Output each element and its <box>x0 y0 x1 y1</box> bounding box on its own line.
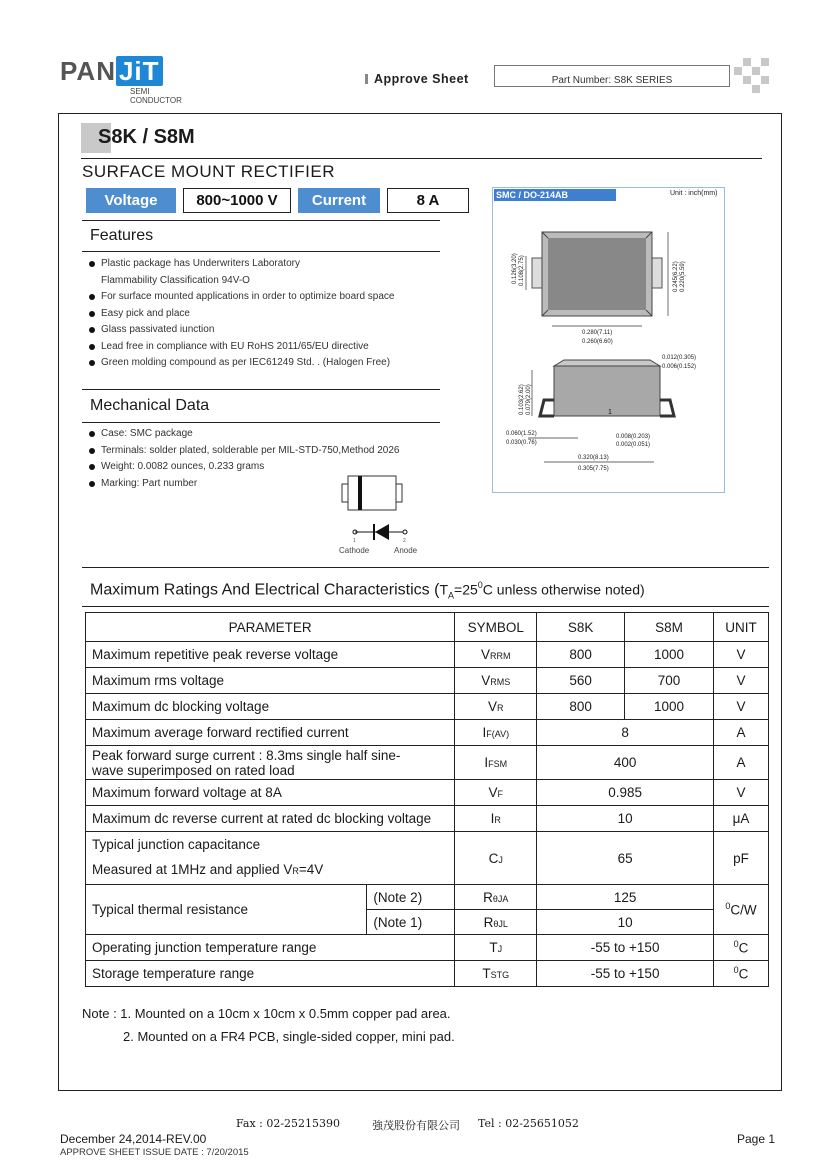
symbol-cell: RθJA <box>455 885 537 910</box>
lead-left-top <box>532 258 542 288</box>
product-subtitle: SURFACE MOUNT RECTIFIER <box>82 162 335 181</box>
voltage-value: 800~1000 V <box>183 188 291 213</box>
dim-lead-t-a: 0.012(0.305) <box>662 355 697 361</box>
features-bottom-rule <box>82 251 440 252</box>
symbol-cell: TSTG <box>455 961 537 987</box>
s8k-cell: 800 <box>537 694 625 720</box>
diode-triangle-icon <box>375 524 389 540</box>
mechanical-title: Mechanical Data <box>90 397 210 414</box>
note-cell: (Note 2) <box>367 885 455 910</box>
dim-stand-b: 0.002(0.051) <box>616 442 651 448</box>
footer-issue-date: APPROVE SHEET ISSUE DATE : 7/20/2015 <box>60 1147 249 1158</box>
symbol-cell: TJ <box>455 935 537 961</box>
unit-cell: $^0$C <box>713 935 768 961</box>
unit-cell: μA <box>713 806 768 832</box>
note-cell: (Note 1) <box>367 910 455 935</box>
dim-h-right-b: 0.220(5.59) <box>680 261 686 292</box>
value-cell: -55 to +150 <box>537 935 714 961</box>
lead-right-side <box>660 400 674 416</box>
unit-cell: V <box>713 694 768 720</box>
footer-fax: Fax : 02-25215390 <box>236 1117 341 1130</box>
table-row <box>86 806 769 832</box>
note-1: Note : 1. Mounted on a 10cm x 10cm x 0.5mm copper pad area. <box>82 1006 451 1021</box>
value-cell: 8 <box>537 720 714 746</box>
features-top-rule <box>82 220 440 221</box>
part-number-box <box>494 65 730 87</box>
pin-marker: 1 <box>608 409 612 416</box>
param-cell: Maximum forward voltage at 8A <box>86 780 455 806</box>
dim-lead-t-b: 0.006(0.152) <box>662 364 697 370</box>
unit-cell: A <box>713 746 768 780</box>
param-cell: Typical thermal resistance <box>86 885 367 935</box>
symbol-cell: VF <box>455 780 537 806</box>
package-unit: Unit : inch(mm) <box>670 190 718 197</box>
value-cell: 400 <box>537 746 714 780</box>
mechanical-bottom-rule <box>82 422 440 423</box>
s8k-cell: 800 <box>537 642 625 668</box>
body-top-inner <box>548 238 646 310</box>
logo-sub2: CONDUCTOR <box>130 96 182 105</box>
param-cell: Maximum dc blocking voltage <box>86 694 455 720</box>
logo-pan: PAN <box>60 56 116 86</box>
dim-foot-b: 0.030(0.76) <box>506 440 537 446</box>
mechanical-top-rule <box>82 389 440 390</box>
logo-jit: JiT <box>116 56 163 86</box>
symbol-cell: VRMS <box>455 668 537 694</box>
package-name: SMC / DO-214AB <box>494 189 616 201</box>
title-divider <box>81 158 762 159</box>
footer-tel: Tel : 02-25651052 <box>478 1117 579 1130</box>
feature-item: Plastic package has Underwriters Laboratory <box>85 256 485 273</box>
unit-cell: pF <box>713 832 768 885</box>
s8m-cell: 1000 <box>625 642 714 668</box>
symbol-cell: IF(AV) <box>455 720 537 746</box>
col-symbol: SYMBOL <box>455 613 537 642</box>
device-body-outline <box>348 476 396 510</box>
footer-page: Page 1 <box>737 1132 776 1146</box>
dim-w-b: 0.260(6.60) <box>582 339 613 345</box>
table-row <box>86 668 769 694</box>
s8m-cell: 700 <box>625 668 714 694</box>
feature-item: Green molding compound as per IEC61249 Std. . (Halogen Free) <box>85 355 485 372</box>
diode-marking-diagram <box>335 470 435 560</box>
footer-company: 強茂股份有限公司 <box>372 1120 460 1132</box>
col-s8m: S8M <box>625 613 714 642</box>
feature-item: Lead free in compliance with EU RoHS 2011/65/EU directive <box>85 339 485 356</box>
unit-cell: V <box>713 668 768 694</box>
param-cell: Typical junction capacitance Measured at 1MHz and applied VR=4V <box>86 832 455 885</box>
anode-label: Anode <box>394 546 418 555</box>
part-number: Part Number: S8K SERIES <box>551 75 673 86</box>
symbol-cell: CJ <box>455 832 537 885</box>
value-cell: 65 <box>537 832 714 885</box>
param-cell: Storage temperature range <box>86 961 455 987</box>
table-row <box>86 746 769 780</box>
unit-cell: A <box>713 720 768 746</box>
dim-foot-a: 0.060(1.52) <box>506 431 537 437</box>
logo-sub1: SEMI <box>130 87 150 96</box>
footer-date: December 24,2014-REV.00 <box>60 1132 207 1146</box>
param-cell: Maximum rms voltage <box>86 668 455 694</box>
mechanical-item: Weight: 0.0082 ounces, 0.233 grams <box>85 459 485 476</box>
cathode-band <box>358 476 362 510</box>
body-side <box>554 366 660 416</box>
dim-h-left-a: 0.126(3.20) <box>512 253 518 284</box>
table-header-row <box>86 613 769 642</box>
table-row <box>86 935 769 961</box>
feature-item: Easy pick and place <box>85 306 485 323</box>
package-outline-svg <box>492 200 723 490</box>
approve-sheet-label: Approve Sheet <box>365 72 469 86</box>
value-cell: 0.985 <box>537 780 714 806</box>
feature-item: Glass passivated iunction <box>85 322 485 339</box>
dim-total-b: 0.305(7.75) <box>578 466 609 472</box>
features-title: Features <box>90 227 154 244</box>
dim-side-h-a: 0.103(2.62) <box>519 384 525 415</box>
ratings-title-text: Maximum Ratings And Electrical Characteristics ( <box>90 581 440 599</box>
col-s8k: S8K <box>537 613 625 642</box>
current-value: 8 A <box>387 188 469 213</box>
panjit-logo <box>60 56 163 87</box>
dim-side-h-b: 0.079(2.00) <box>526 384 532 415</box>
mechanical-item: Terminals: solder plated, solderable per MIL-STD-750,Method 2026 <box>85 443 485 460</box>
table-row <box>86 961 769 987</box>
param-cell: Maximum repetitive peak reverse voltage <box>86 642 455 668</box>
unit-cell: V <box>713 642 768 668</box>
param-cell: Maximum dc reverse current at rated dc blocking voltage <box>86 806 455 832</box>
features-list <box>85 256 485 372</box>
current-label: Current <box>298 188 380 213</box>
mechanical-item: Marking: Part number <box>85 476 485 493</box>
value-cell: -55 to +150 <box>537 961 714 987</box>
lead-left-side <box>540 400 554 416</box>
checker-pattern-icon <box>734 58 770 94</box>
ratings-title-deg: 0 <box>477 580 483 590</box>
symbol-cell: RθJL <box>455 910 537 935</box>
value-cell: 10 <box>537 806 714 832</box>
param-cell: Peak forward surge current : 8.3ms single half sine- wave superimposed on rated load <box>86 746 455 780</box>
s8k-cell: 560 <box>537 668 625 694</box>
unit-cell: $^0$C/W <box>713 885 768 935</box>
ratings-top-rule <box>82 567 769 568</box>
mechanical-item: Case: SMC package <box>85 426 485 443</box>
unit-cell: V <box>713 780 768 806</box>
lead-right-top <box>652 258 662 288</box>
ratings-title <box>90 580 645 601</box>
dim-w-a: 0.280(7.11) <box>582 330 613 336</box>
value-cell: 125 <box>537 885 714 910</box>
dim-total-a: 0.320(8.13) <box>578 455 609 461</box>
ratings-bottom-rule <box>82 606 769 607</box>
ratings-title-end: C unless otherwise noted) <box>482 581 645 598</box>
pin1-label: 1 <box>353 538 356 544</box>
table-row <box>86 885 769 910</box>
lead-right <box>396 484 402 502</box>
feature-item: Flammability Classification 94V-O <box>101 274 250 286</box>
cathode-label: Cathode <box>339 546 370 555</box>
table-row <box>86 694 769 720</box>
param-cell: Operating junction temperature range <box>86 935 455 961</box>
voltage-label: Voltage <box>86 188 176 213</box>
unit-cell: $^0$C <box>713 961 768 987</box>
note-2: 2. Mounted on a FR4 PCB, single-sided copper, mini pad. <box>123 1029 455 1044</box>
symbol-cell: IFSM <box>455 746 537 780</box>
symbol-cell: IR <box>455 806 537 832</box>
table-row <box>86 832 769 885</box>
table-row <box>86 720 769 746</box>
symbol-cell: VRRM <box>455 642 537 668</box>
lead-left <box>342 484 348 502</box>
s8m-cell: 1000 <box>625 694 714 720</box>
ratings-table <box>85 612 769 987</box>
dim-stand-a: 0.008(0.203) <box>616 434 651 440</box>
param-cell: Maximum average forward rectified current <box>86 720 455 746</box>
table-row <box>86 780 769 806</box>
ratings-title-t: T <box>439 581 448 598</box>
page-title: S8K / S8M <box>98 126 195 148</box>
col-unit: UNIT <box>713 613 768 642</box>
ratings-title-sub: A <box>448 590 455 601</box>
symbol-cell: VR <box>455 694 537 720</box>
ratings-title-eq: =25 <box>454 581 478 598</box>
dim-h-right-a: 0.245(6.22) <box>673 261 679 292</box>
logo-subtitle <box>130 87 182 105</box>
pin2-label: 2 <box>403 538 406 544</box>
col-parameter: PARAMETER <box>86 613 455 642</box>
feature-item: For surface mounted applications in order to optimize board space <box>85 289 485 306</box>
value-cell: 10 <box>537 910 714 935</box>
dim-h-left-b: 0.108(2.75) <box>519 255 525 286</box>
table-row <box>86 642 769 668</box>
